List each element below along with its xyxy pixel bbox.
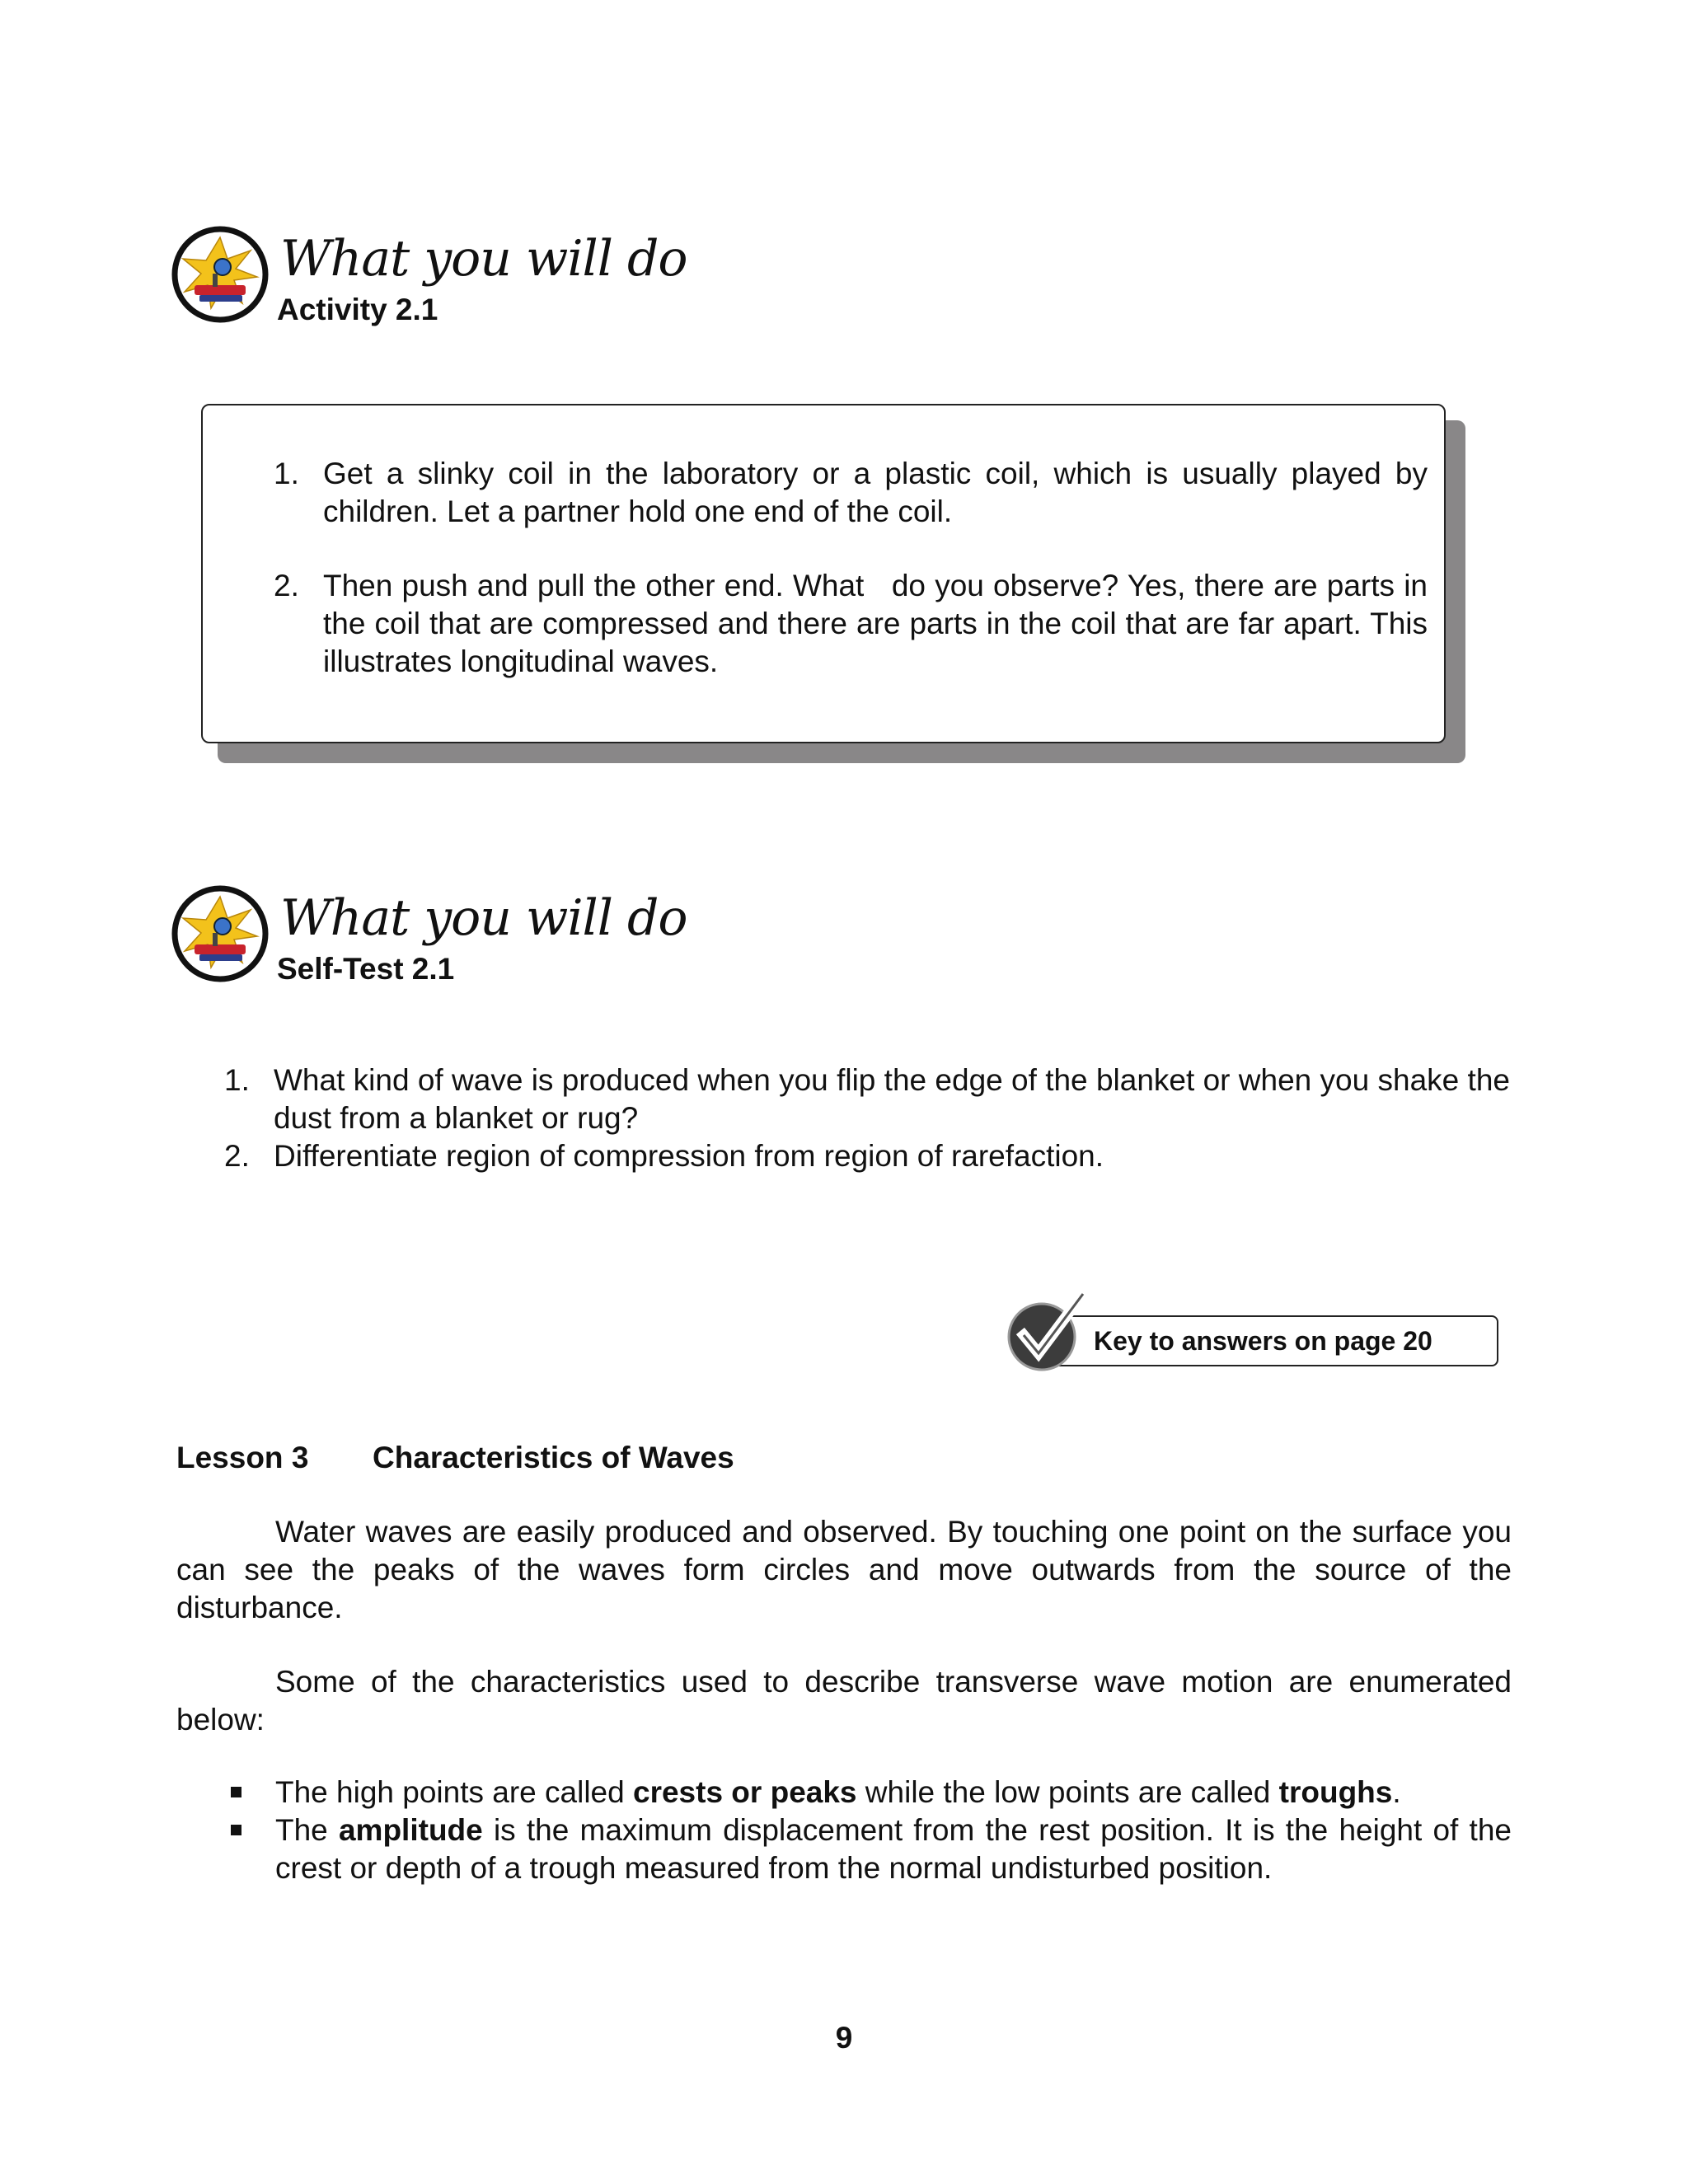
bullet-text: while the low points are called <box>856 1775 1279 1809</box>
term-amplitude: amplitude <box>338 1813 483 1847</box>
selftest-list <box>224 1062 1510 1175</box>
bullet-icon <box>231 1787 241 1797</box>
science-activity-icon <box>171 885 269 982</box>
bullet-text: The high points are called <box>275 1775 633 1809</box>
selftest-subheading: Self-Test 2.1 <box>277 952 455 986</box>
item-text: What kind of wave is produced when you flip the edge of the blanket or when you shake the dust from a blanket or rug? <box>274 1063 1510 1135</box>
bullet-text: The <box>275 1813 339 1847</box>
list-item <box>224 1137 1510 1175</box>
activity-list <box>274 455 1437 681</box>
selftest-heading: What you will do <box>280 889 687 947</box>
paragraph-text: Some of the characteristics used to describe transverse wave motion are enumerated below: <box>176 1665 1512 1736</box>
science-activity-icon <box>171 226 269 323</box>
bullet-text: . <box>1392 1775 1401 1809</box>
item-number: 1. <box>274 457 299 490</box>
checkmark-icon <box>1007 1286 1098 1376</box>
lesson-paragraph <box>176 1663 1512 1739</box>
page-number: 9 <box>835 2021 853 2055</box>
item-number: 2. <box>224 1139 250 1173</box>
characteristics-list <box>176 1774 1512 1887</box>
term-crests: crests or peaks <box>633 1775 857 1809</box>
item-number: 2. <box>274 569 299 602</box>
lesson-paragraph <box>176 1513 1512 1627</box>
activity-subheading: Activity 2.1 <box>277 293 438 326</box>
item-text: Differentiate region of compression from region of rarefaction. <box>274 1139 1104 1173</box>
bullet-icon <box>231 1825 241 1835</box>
item-number: 1. <box>224 1063 250 1097</box>
item-text: Then push and pull the other end. What do you observe? Yes, there are parts in the coil that are compressed and there are parts in the coil that are far apart. This illustrates longitudinal waves. <box>323 569 1437 678</box>
key-to-answers-text: Key to answers on page 20 <box>1094 1326 1432 1356</box>
lesson-title: Characteristics of Waves <box>373 1441 734 1474</box>
list-item <box>274 455 1428 531</box>
item-text: Get a slinky coil in the laboratory or a plastic coil, which is usually played by children. Let a partner hold one end of the coil. <box>323 457 1428 528</box>
list-item <box>274 567 1437 681</box>
list-item <box>176 1774 1512 1811</box>
lesson-heading <box>176 1439 734 1477</box>
lesson-number: Lesson 3 <box>176 1441 309 1474</box>
list-item <box>176 1811 1512 1887</box>
paragraph-text: Water waves are easily produced and observed. By touching one point on the surface you can see the peaks of the waves form circles and move outwards from the source of the disturbance. <box>176 1515 1512 1624</box>
bullet-text: is the maximum displacement from the rest position. It is the height of the crest or depth of a trough measured from the normal undisturbed position. <box>275 1813 1512 1885</box>
term-troughs: troughs <box>1278 1775 1393 1809</box>
activity-heading: What you will do <box>280 230 687 288</box>
list-item <box>224 1062 1510 1137</box>
